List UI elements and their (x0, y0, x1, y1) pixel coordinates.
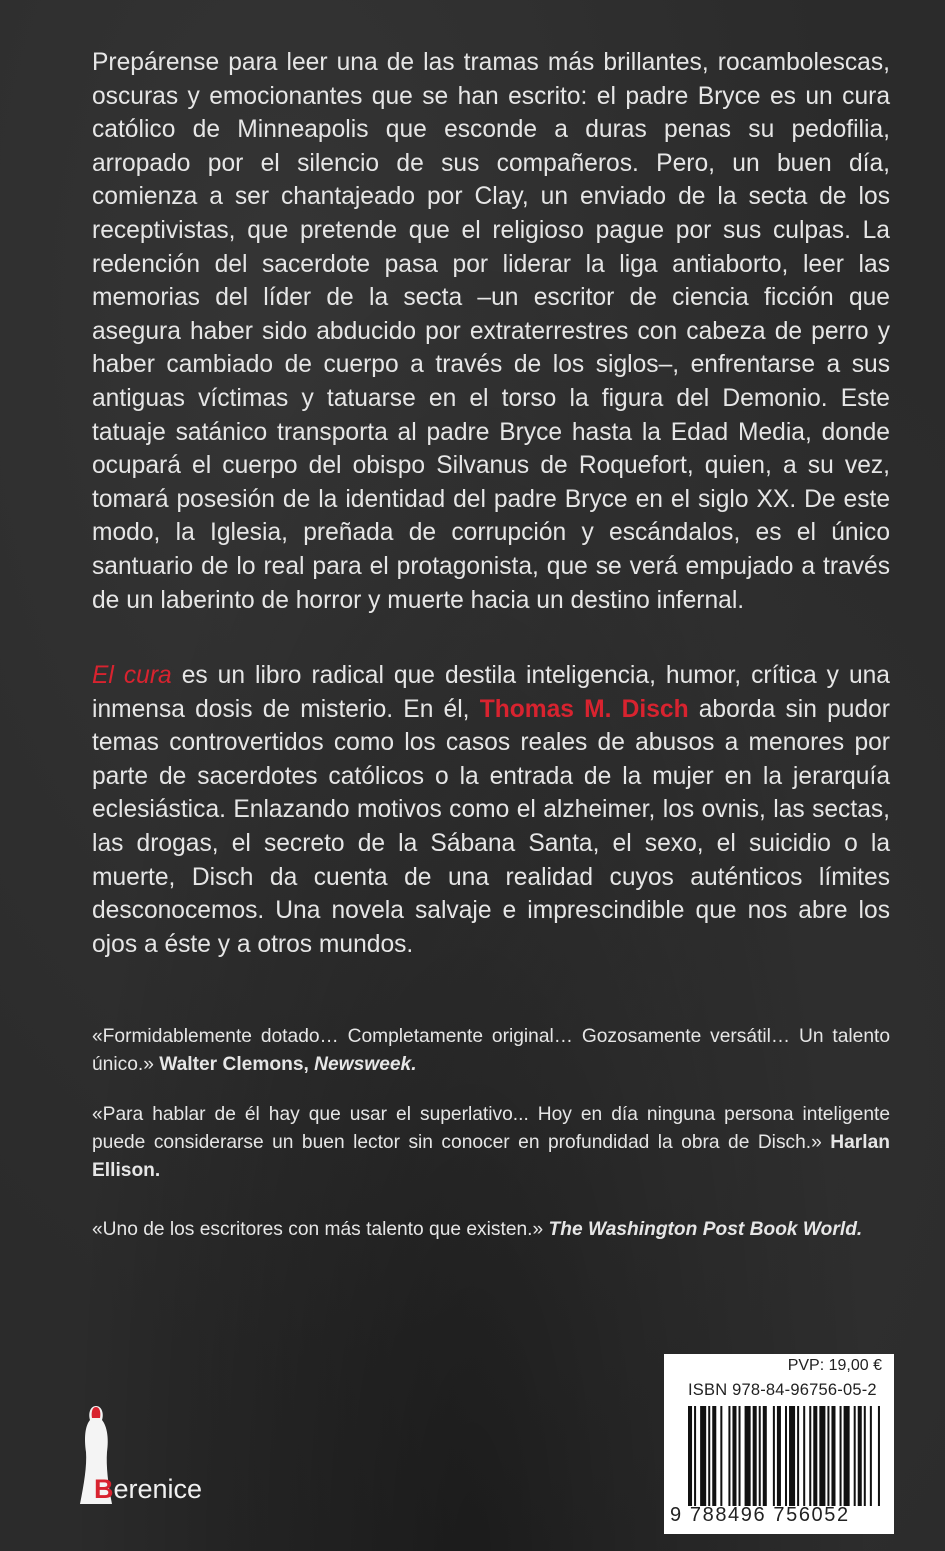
barcode-bar (797, 1406, 799, 1506)
publisher-name: Berenice (94, 1474, 203, 1504)
blurb-quote-washington-post (92, 1216, 890, 1244)
barcode-label (664, 1354, 894, 1534)
barcode-bar (763, 1406, 767, 1506)
quote-text: «Formidablemente dotado… Completamente original… Gozosamente versátil… Un talento único.» (92, 1026, 890, 1076)
barcode-bar (854, 1406, 856, 1506)
synopsis-paragraph: Prepárense para leer una de las tramas más brillantes, rocambolescas, oscuras y emocionantes que se han escrito: el padre Bryce es un cura católico de Minneapolis que esconde a duras penas su pedofilia, arropado por el silencio de sus compañeros. Pero, un buen día, comienza a ser chantajeado por Clay, un enviado de la secta de los receptivistas, que pretende que el religioso pague por sus culpas. La redención del sacerdote pasa por liderar la liga antiaborto, leer las memorias del líder de la secta –un escritor de ciencia ficción que asegura haber sido abducido por extraterrestres con cabeza de perro y haber cambiado de cuerpo a través de los siglos–, enfrentarse a sus antiguas víctimas y tatuarse en el torso la figura del Demonio. Este tatuaje satánico transporta al padre Bryce hasta la Edad Media, donde ocupará el cuerpo del obispo Silvanus de Roquefort, quien, a su vez, tomará posesión de la identidad del padre Bryce en el siglo XX. De este modo, la Iglesia, preñada de corrupción y escándalos, es el único santuario de lo real para el protagonista, que se verá empujado a través de un laberinto de horror y muerte hacia un destino infernal. (92, 49, 890, 614)
barcode-bar (688, 1406, 692, 1506)
barcode-bar (728, 1406, 730, 1506)
barcode-bar (819, 1406, 825, 1506)
publisher-logo (58, 1404, 218, 1514)
barcode-bar (739, 1406, 741, 1506)
quote-source: Harlan Ellison. (92, 1132, 890, 1182)
barcode-bar (870, 1406, 872, 1506)
barcode-bar (694, 1406, 696, 1506)
barcode-bar (777, 1406, 781, 1506)
barcode-bar (712, 1406, 716, 1506)
barcode-bars (688, 1406, 884, 1506)
review-paragraph (92, 659, 890, 961)
barcode-bar (803, 1406, 805, 1506)
quote-text: «Para hablar de él hay que usar el superlativo... Hoy en día ninguna persona inteligente puede considerarse un buen lector sin conocer en profundidad la obra de Disch.» (92, 1104, 890, 1154)
barcode-bar (831, 1406, 835, 1506)
barcode-bar (700, 1406, 706, 1506)
barcode-bar (759, 1406, 761, 1506)
quote-publication: The Washington Post Book World. (548, 1219, 863, 1240)
quote-source: Walter Clemons, (159, 1054, 315, 1076)
barcode-bar (753, 1406, 757, 1506)
barcode-bar (732, 1406, 736, 1506)
barcode-bar (827, 1406, 829, 1506)
barcode-bar (864, 1406, 866, 1506)
barcode-bar (858, 1406, 862, 1506)
review-text-part2: aborda sin pudor temas controvertidos como los casos reales de abusos a menores por parte de sacerdotes católicos o la entrada de la mujer en la jerarquía eclesiástica. Enlazando motivos como el alzheimer, los ovnis, las sectas, las drogas, el secreto de la Sábana Santa, el sexo, el suicidio o la muerte, Disch da cuenta de una realidad cuyos auténticos límites desconocemos. Una novela salvaje e imprescindible que nos abre los ojos a éste y a otros mundos. (92, 695, 890, 958)
barcode-bar (745, 1406, 751, 1506)
barcode-bar (878, 1406, 880, 1506)
barcode-bar (844, 1406, 850, 1506)
barcode-bar (840, 1406, 842, 1506)
blurb-quote-ellison (92, 1101, 890, 1186)
barcode-digits: 9 788496 756052 (670, 1504, 850, 1526)
price-text: PVP: 19,00 € (787, 1357, 882, 1374)
barcode-bar (813, 1406, 817, 1506)
book-title: El cura (92, 662, 172, 689)
quote-publication: Newsweek. (314, 1054, 417, 1076)
barcode-bar (773, 1406, 775, 1506)
isbn-text: ISBN 978-84-96756-05-2 (688, 1381, 877, 1399)
barcode-bar (720, 1406, 722, 1506)
quote-text: «Uno de los escritores con más talento que existen.» (92, 1219, 549, 1240)
barcode-bar (708, 1406, 710, 1506)
review-text-part1: es un libro radical que destila inteligencia, humor, crítica y una inmensa dosis de misterio. En él, (92, 662, 890, 723)
blurb-quote-newsweek (92, 1023, 890, 1079)
barcode-bar (809, 1406, 811, 1506)
author-name: Thomas M. Disch (479, 695, 689, 723)
barcode-bar (789, 1406, 795, 1506)
barcode-bar (785, 1406, 787, 1506)
